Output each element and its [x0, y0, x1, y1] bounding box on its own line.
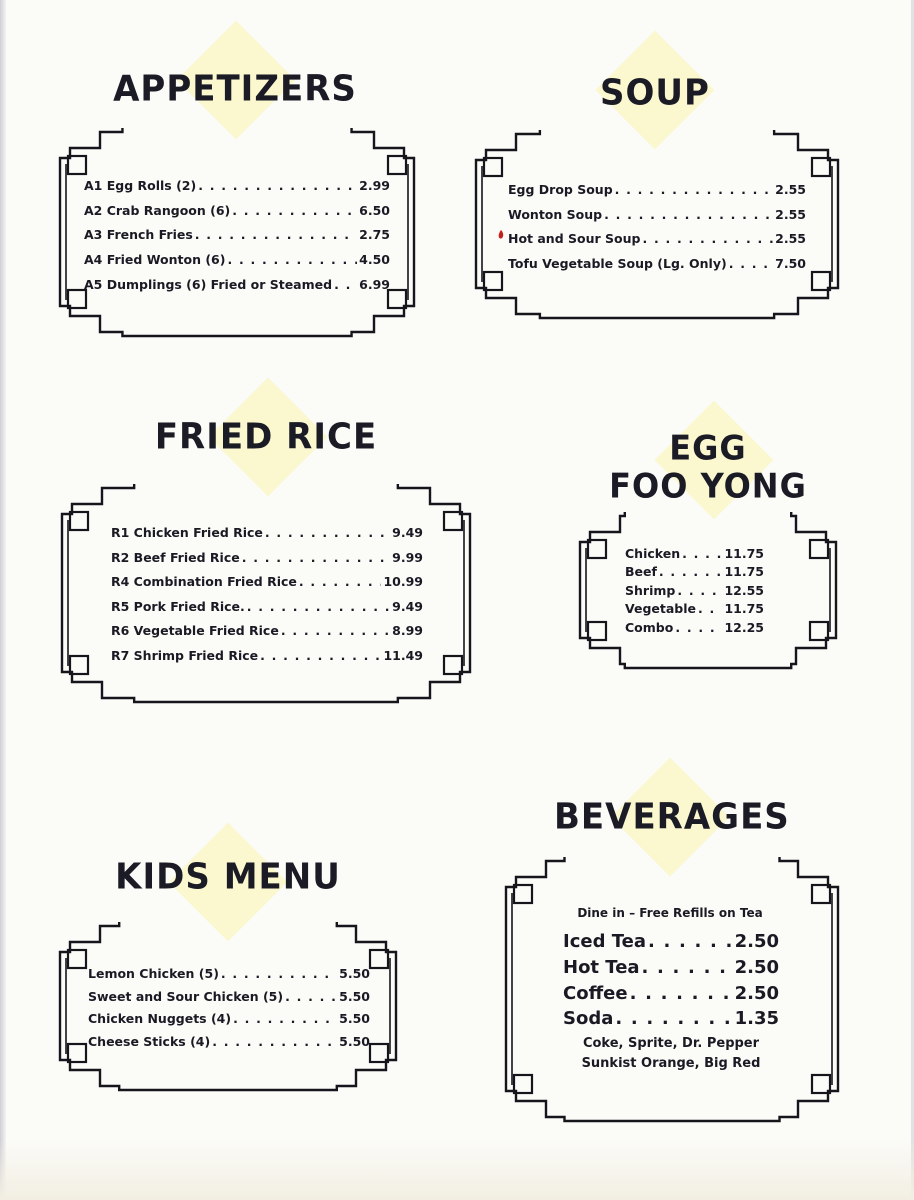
menu-item: [84, 199, 390, 224]
menu-item-name: A3 French Fries: [84, 227, 193, 243]
menu-item-price: 11.75: [724, 601, 764, 617]
menu-item-name: A1 Egg Rolls (2): [84, 178, 197, 193]
menu-item-price: 12.55: [724, 582, 764, 598]
menu-item-price: 5.50: [339, 1011, 370, 1026]
menu-item: [625, 582, 764, 600]
menu-item-name: Cheese Sticks (4): [88, 1033, 211, 1049]
menu-item-price: 2.99: [359, 178, 390, 193]
menu-item: [563, 1006, 779, 1032]
menu-item: [563, 981, 779, 1007]
menu-item: [84, 223, 390, 248]
menu-item-price: 6.99: [359, 276, 390, 292]
dot-leader: [698, 600, 722, 618]
dot-leader: [195, 223, 357, 248]
menu-item: [111, 521, 423, 546]
menu-item: [84, 248, 390, 273]
dot-leader: [659, 563, 723, 581]
menu-item-name: Hot Tea: [563, 956, 640, 978]
menu-item: [88, 1008, 370, 1031]
dot-leader: [212, 1031, 337, 1054]
menu-item-name: R1 Chicken Fried Rice: [111, 525, 263, 540]
menu-item: [111, 570, 423, 595]
menu-item-price: 2.55: [775, 231, 806, 247]
menu-item-price: 5.50: [339, 1033, 370, 1049]
menu-item-price: 2.75: [359, 227, 390, 243]
menu-item-name: Iced Tea: [563, 931, 646, 952]
menu-item-price: 2.55: [775, 182, 806, 197]
menu-item: [508, 178, 806, 203]
menu-item-name: Shrimp: [625, 582, 676, 598]
menu-item: [625, 563, 764, 581]
menu-item-name: Soda: [563, 1008, 614, 1030]
dot-leader: [285, 986, 337, 1009]
menu-item-name: Wonton Soup: [508, 206, 603, 222]
menu-item-price: 5.50: [339, 988, 370, 1004]
menu-item-name: Tofu Vegetable Soup (Lg. Only): [508, 256, 727, 272]
dot-leader: [198, 174, 357, 199]
appetizers-list: [84, 174, 390, 298]
menu-item: [84, 174, 390, 199]
menu-item-price: 2.50: [734, 956, 779, 978]
dot-leader: [227, 248, 357, 273]
kids-menu-title: KIDS MENU: [115, 856, 341, 898]
menu-item-name: R6 Vegetable Fried Rice: [111, 623, 279, 638]
kids-menu-list: [88, 963, 370, 1053]
menu-item-name: Vegetable: [625, 601, 697, 617]
menu-item-name: Coffee: [563, 982, 628, 1004]
menu-item-price: 9.49: [392, 525, 423, 540]
menu-item: [111, 644, 423, 669]
dot-leader: [682, 545, 722, 563]
dot-leader: [677, 582, 722, 600]
menu-item-price: 9.99: [392, 549, 423, 565]
dot-leader: [675, 619, 722, 637]
chili-pepper-icon: [498, 230, 504, 239]
dot-leader: [615, 178, 774, 203]
menu-item-name: R7 Shrimp Fried Rice: [111, 647, 259, 663]
menu-item-name: R5 Pork Fried Rice.: [111, 598, 245, 614]
menu-item: [625, 600, 764, 618]
dot-leader: [729, 252, 773, 277]
menu-item-price: 9.49: [392, 598, 423, 614]
menu-item-name: A5 Dumplings (6) Fried or Steamed: [84, 276, 333, 292]
menu-item: [563, 955, 779, 981]
egg-foo-yong-title-line2: FOO YONG: [609, 466, 807, 506]
menu-item-price: 12.25: [724, 619, 764, 635]
dot-leader: [233, 1008, 337, 1031]
dot-leader: [615, 1006, 732, 1032]
menu-item-price: 5.50: [339, 966, 370, 981]
beverages-note: Dine in – Free Refills on Tea: [577, 906, 763, 920]
fried-rice-list: [111, 521, 423, 668]
menu-item-name: Lemon Chicken (5): [88, 966, 219, 981]
menu-item-name: Combo: [625, 619, 674, 635]
menu-item: [84, 273, 390, 298]
dot-leader: [221, 963, 337, 986]
beverages-list: [563, 929, 779, 1032]
menu-item-price: 11.75: [724, 564, 764, 580]
dot-leader: [642, 955, 733, 981]
soup-list: [508, 178, 806, 277]
egg-foo-yong-title-line1: EGG: [669, 428, 747, 468]
dot-leader: [260, 644, 381, 669]
menu-item: [88, 1031, 370, 1054]
page-edge-left: [0, 0, 6, 1200]
dot-leader: [232, 199, 357, 224]
dot-leader: [642, 227, 773, 252]
dot-leader: [265, 521, 390, 546]
dot-leader: [334, 273, 357, 298]
soup-title: SOUP: [600, 72, 710, 114]
menu-item-price: 2.50: [734, 931, 779, 952]
menu-item-price: 11.49: [383, 647, 423, 663]
dot-leader: [247, 595, 390, 620]
menu-item: [111, 619, 423, 644]
dot-leader: [242, 546, 390, 571]
soda-flavors-line2: Sunkist Orange, Big Red: [581, 1056, 761, 1071]
menu-item-name: Chicken: [625, 546, 681, 561]
menu-item: [563, 929, 779, 955]
menu-item-price: 10.99: [383, 574, 423, 589]
menu-item-price: 6.50: [359, 202, 390, 218]
menu-item-name: Hot and Sour Soup: [508, 231, 641, 247]
dot-leader: [648, 929, 733, 955]
menu-item: [88, 986, 370, 1009]
page-bottom-shade: [0, 1140, 914, 1200]
menu-item-price: 11.75: [724, 546, 764, 561]
soda-flavors-line1: Coke, Sprite, Dr. Pepper: [582, 1036, 760, 1051]
menu-item-name: R4 Combination Fried Rice: [111, 574, 297, 589]
menu-item-price: 1.35: [734, 1008, 779, 1030]
menu-item-name: Beef: [625, 564, 657, 580]
menu-item-price: 2.55: [775, 206, 806, 222]
menu-item: [625, 619, 764, 637]
dot-leader: [281, 619, 390, 644]
menu-item: [88, 963, 370, 986]
menu-item-price: 7.50: [775, 256, 806, 272]
dot-leader: [630, 981, 733, 1007]
menu-item-price: 8.99: [392, 623, 423, 638]
menu-item-name: Sweet and Sour Chicken (5): [88, 988, 284, 1004]
menu-item: [111, 546, 423, 571]
menu-item-name: R2 Beef Fried Rice: [111, 549, 240, 565]
menu-item: [625, 545, 764, 563]
egg-foo-yong-list: [625, 545, 764, 637]
menu-item-name: Chicken Nuggets (4): [88, 1011, 232, 1026]
menu-item-name: Egg Drop Soup: [508, 182, 613, 197]
dot-leader: [299, 570, 382, 595]
fried-rice-title: FRIED RICE: [154, 416, 378, 458]
menu-item: [508, 252, 806, 277]
menu-item-name: A4 Fried Wonton (6): [84, 252, 226, 268]
beverages-title: BEVERAGES: [554, 796, 790, 838]
menu-item: [508, 227, 806, 252]
menu-item: [111, 595, 423, 620]
menu-item: [508, 203, 806, 228]
menu-item-price: 2.50: [734, 982, 779, 1004]
appetizers-title: APPETIZERS: [113, 68, 357, 110]
dot-leader: [604, 203, 773, 228]
menu-item-name: A2 Crab Rangoon (6): [84, 202, 231, 218]
menu-item-price: 4.50: [359, 252, 390, 268]
